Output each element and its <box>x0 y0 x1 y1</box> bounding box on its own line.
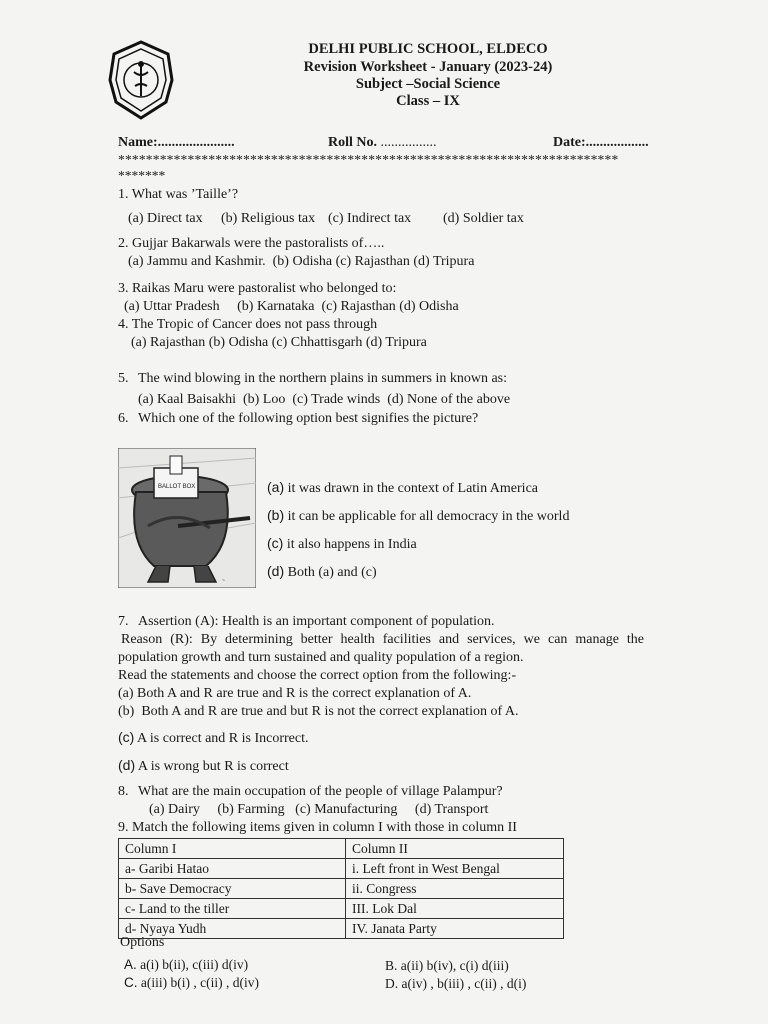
q7-option-c-label: (c) <box>118 729 135 745</box>
q9-question: 9. Match the following items given in column I with those in column II <box>118 820 517 835</box>
school-logo <box>108 40 174 120</box>
table-row <box>119 879 564 899</box>
separator-stars-2: ******* <box>118 168 166 183</box>
worksheet-title: Revision Worksheet - January (2023-24) <box>303 59 553 75</box>
q3-question: 3. Raikas Maru were pastoralist who belonged to: <box>118 281 397 296</box>
q1-option-c: (c) Indirect tax <box>328 211 412 226</box>
q6-option-c-label: (c) <box>267 535 284 551</box>
q1-option-d: (d) Soldier tax <box>443 211 524 226</box>
q4-options: (a) Rajasthan (b) Odisha (c) Chhattisgarh (d) Tripura <box>131 335 427 350</box>
q6-option-a-text: it was drawn in the context of Latin America <box>284 481 538 496</box>
q1-question: 1. What was ’Taille’? <box>118 187 239 202</box>
cartoon-image <box>118 448 256 588</box>
q9-option-C-text: a(iii) b(i) , c(ii) , d(iv) <box>137 975 259 990</box>
name-field: Name:...................... <box>118 135 235 150</box>
q6-option-d <box>267 563 377 581</box>
q3-options: (a) Uttar Pradesh (b) Karnataka (c) Rajasthan (d) Odisha <box>124 299 459 314</box>
q7-option-c-text: A is correct and R is Incorrect. <box>134 731 309 746</box>
q6-option-b-label: (b) <box>267 507 285 523</box>
subject-line: Subject –Social Science <box>355 76 501 92</box>
column-1-header: Column I <box>119 839 346 859</box>
table-cell: III. Lok Dal <box>346 899 564 919</box>
table-cell: b- Save Democracy <box>119 879 346 899</box>
q7-reason-line2: population growth and turn sustained and quality population of a region. <box>118 650 524 665</box>
q6-option-b <box>267 507 569 525</box>
class-line: Class – IX <box>396 93 460 109</box>
q5-number: 5. <box>118 371 129 386</box>
q8-number: 8. <box>118 784 129 799</box>
table-row <box>119 899 564 919</box>
q7-option-d-label: (d) <box>118 757 136 773</box>
roll-field <box>328 135 437 151</box>
table-cell: ii. Congress <box>346 879 564 899</box>
table-row <box>119 859 564 879</box>
school-name: DELHI PUBLIC SCHOOL, ELDECO <box>308 41 548 57</box>
q6-number: 6. <box>118 411 129 426</box>
q7-option-c <box>118 729 309 747</box>
q9-option-A <box>124 957 248 973</box>
q6-option-a-label: (a) <box>267 479 285 495</box>
q7-reason-line1: Reason (R): By determining better health facilities and services, we can manage the <box>121 632 644 647</box>
q1-option-a: (a) Direct tax <box>128 211 203 226</box>
q9-option-D: D. a(iv) , b(iii) , c(ii) , d(i) <box>385 976 527 991</box>
q6-option-d-text: Both (a) and (c) <box>284 565 377 580</box>
q5-options: (a) Kaal Baisakhi (b) Loo (c) Trade winds (d) None of the above <box>138 392 511 407</box>
table-cell: i. Left front in West Bengal <box>346 859 564 879</box>
table-cell: d- Nyaya Yudh <box>119 919 346 939</box>
q2-question: 2. Gujjar Bakarwals were the pastoralists of….. <box>118 236 385 251</box>
q6-option-d-label: (d) <box>267 563 285 579</box>
q9-option-C-label: C. <box>124 975 138 990</box>
q9-option-A-label: A. <box>124 957 137 972</box>
q7-number: 7. <box>118 614 129 629</box>
q6-option-c <box>267 535 417 553</box>
q4-question: 4. The Tropic of Cancer does not pass through <box>118 317 378 332</box>
q9-option-C <box>124 975 259 991</box>
match-table <box>118 838 564 939</box>
q6-option-c-text: it also happens in India <box>283 537 417 552</box>
q6-question: Which one of the following option best signifies the picture? <box>138 411 479 426</box>
ballot-box-label: BALLOT BOX <box>158 484 196 490</box>
table-header-row <box>119 839 564 859</box>
date-field: Date:.................. <box>553 135 649 150</box>
q7-option-a: (a) Both A and R are true and R is the correct explanation of A. <box>118 686 472 701</box>
roll-label: Roll No. <box>328 135 377 150</box>
q1-option-b: (b) Religious tax <box>221 211 316 226</box>
q7-option-b: (b) Both A and R are true and but R is not the correct explanation of A. <box>118 704 519 719</box>
table-cell: IV. Janata Party <box>346 919 564 939</box>
table-row <box>119 919 564 939</box>
q7-instruction: Read the statements and choose the correct option from the following:- <box>118 668 517 683</box>
q8-question: What are the main occupation of the people of village Palampur? <box>138 784 503 799</box>
svg-text:~: ~ <box>222 578 225 584</box>
q7-option-d <box>118 757 289 775</box>
q6-option-a <box>267 479 538 497</box>
table-cell: c- Land to the tiller <box>119 899 346 919</box>
q9-options-label: Options <box>120 935 165 950</box>
separator-stars: ************************************************************************ <box>118 152 619 167</box>
q7-option-d-text: A is wrong but R is correct <box>135 759 289 774</box>
q7-assertion: Assertion (A): Health is an important component of population. <box>138 614 495 629</box>
roll-dots: ................ <box>380 135 437 150</box>
q9-option-B: B. a(ii) b(iv), c(i) d(iii) <box>385 958 509 973</box>
column-2-header: Column II <box>346 839 564 859</box>
q8-options: (a) Dairy (b) Farming (c) Manufacturing (d) Transport <box>149 802 489 817</box>
q5-question: The wind blowing in the northern plains in summers in known as: <box>138 371 508 386</box>
q9-option-A-text: a(i) b(ii), c(iii) d(iv) <box>136 957 249 972</box>
table-cell: a- Garibi Hatao <box>119 859 346 879</box>
q6-option-b-text: it can be applicable for all democracy in the world <box>284 509 570 524</box>
q2-options: (a) Jammu and Kashmir. (b) Odisha (c) Rajasthan (d) Tripura <box>128 254 475 269</box>
